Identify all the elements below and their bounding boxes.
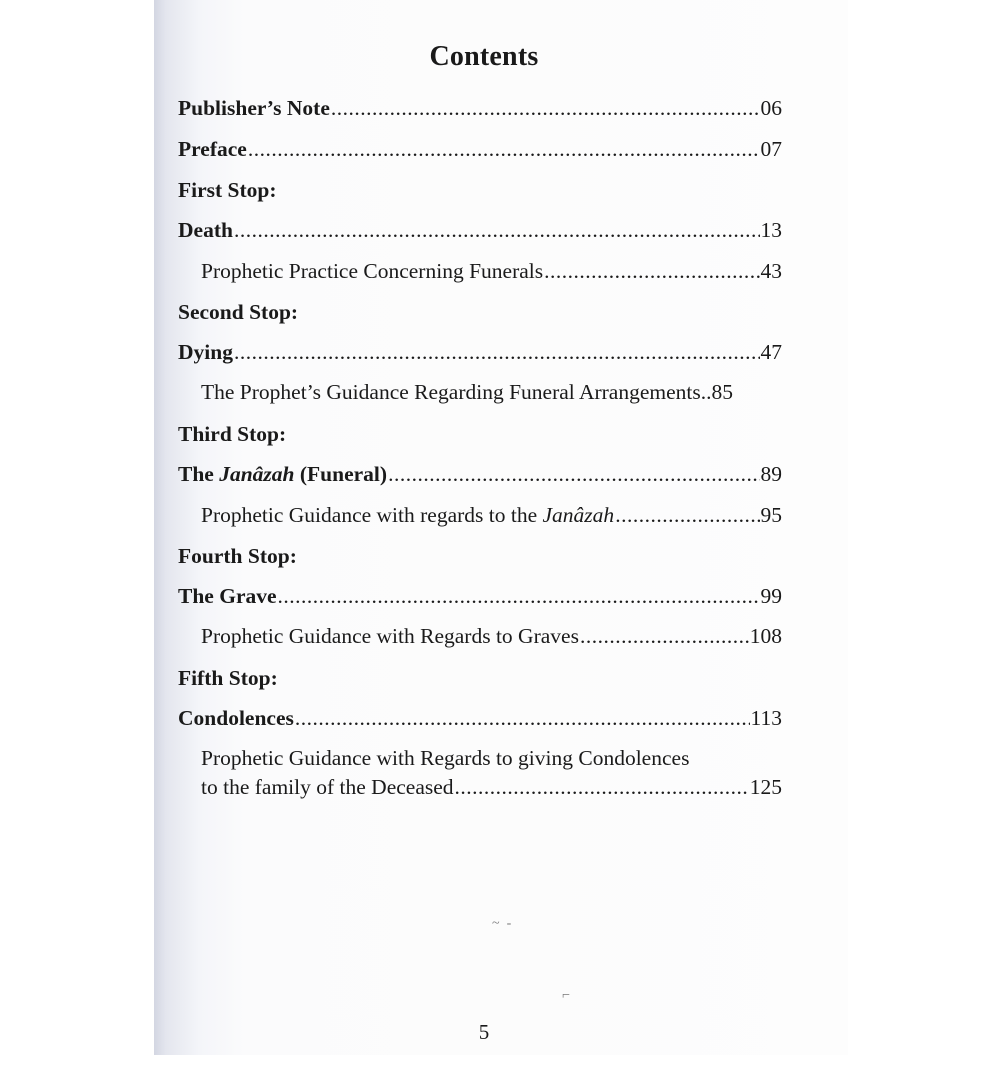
toc-entry-condolences[interactable] — [178, 706, 782, 730]
toc-entry-guidance-graves[interactable] — [201, 624, 782, 648]
dot-leader — [234, 218, 760, 242]
toc-entry-publishers-note[interactable] — [178, 96, 782, 120]
section-heading-second-stop: Second Stop: — [178, 300, 299, 324]
entry-label: Prophetic Guidance with Regards to Graves — [201, 624, 579, 648]
toc-entry-dying[interactable] — [178, 340, 782, 364]
toc-entry-preface[interactable] — [178, 137, 782, 161]
toc-entry-guidance-condolences[interactable] — [201, 775, 782, 799]
entry-label: Preface — [178, 137, 247, 161]
entry-page-number: 13 — [760, 218, 782, 242]
entry-label-italic: Janâzah — [219, 462, 295, 486]
dot-leader — [580, 624, 749, 648]
entry-page-number: 125 — [749, 775, 782, 799]
dot-leader — [388, 462, 759, 486]
entry-label-prefix: The — [178, 462, 220, 486]
toc-entry-the-grave[interactable] — [178, 584, 782, 608]
dot-leader — [544, 259, 759, 283]
entry-page-number: 95 — [760, 503, 782, 527]
entry-label: Condolences — [178, 706, 294, 730]
scan-speck: ~ - — [492, 916, 512, 931]
page-title: Contents — [429, 41, 539, 72]
section-heading-third-stop: Third Stop: — [178, 422, 287, 446]
entry-label: Death — [178, 218, 233, 242]
entry-label — [201, 503, 614, 527]
entry-page-number: 113 — [750, 706, 782, 730]
dot-leader — [615, 503, 759, 527]
dot-leader — [331, 96, 760, 120]
toc-entry-prophetic-practice-funerals[interactable] — [201, 259, 782, 283]
dot-leader — [455, 775, 749, 799]
entry-label-line-1: Prophetic Guidance with Regards to giving Condolences — [201, 746, 690, 770]
entry-page-number: 89 — [760, 462, 782, 486]
entry-page-number: ..85 — [700, 380, 733, 404]
section-heading-fifth-stop: Fifth Stop: — [178, 666, 278, 690]
section-heading-fourth-stop: Fourth Stop: — [178, 544, 297, 568]
entry-label — [178, 462, 387, 486]
entry-label: The Grave — [178, 584, 277, 608]
toc-entry-funeral-arrangements[interactable] — [201, 380, 782, 404]
entry-page-number: 108 — [749, 624, 782, 648]
entry-label-prefix: Prophetic Guidance with regards to the — [201, 503, 543, 527]
entry-label-suffix: (Funeral) — [294, 462, 388, 486]
dot-leader — [278, 584, 760, 608]
entry-label-italic: Janâzah — [542, 503, 615, 527]
entry-label: Dying — [178, 340, 233, 364]
toc-entry-guidance-janazah[interactable] — [201, 503, 782, 527]
entry-label: The Prophet’s Guidance Regarding Funeral Arrangements — [201, 380, 701, 404]
section-heading-first-stop: First Stop: — [178, 178, 277, 202]
dot-leader — [295, 706, 750, 730]
dot-leader — [248, 137, 760, 161]
page-number: 5 — [478, 1020, 490, 1044]
toc-entry-death[interactable] — [178, 218, 782, 242]
entry-page-number: 47 — [760, 340, 782, 364]
entry-page-number: 99 — [760, 584, 782, 608]
entry-page-number: 06 — [760, 96, 782, 120]
book-page — [154, 0, 848, 1055]
entry-label: Publisher’s Note — [178, 96, 330, 120]
entry-label: Prophetic Practice Concerning Funerals — [201, 259, 544, 283]
toc-entry-janazah-funeral[interactable] — [178, 462, 782, 486]
entry-page-number: 07 — [760, 137, 782, 161]
dot-leader — [234, 340, 760, 364]
entry-label: to the family of the Deceased — [201, 775, 454, 799]
entry-page-number: 43 — [760, 259, 782, 283]
scan-speck: ⌐ — [562, 988, 570, 1003]
